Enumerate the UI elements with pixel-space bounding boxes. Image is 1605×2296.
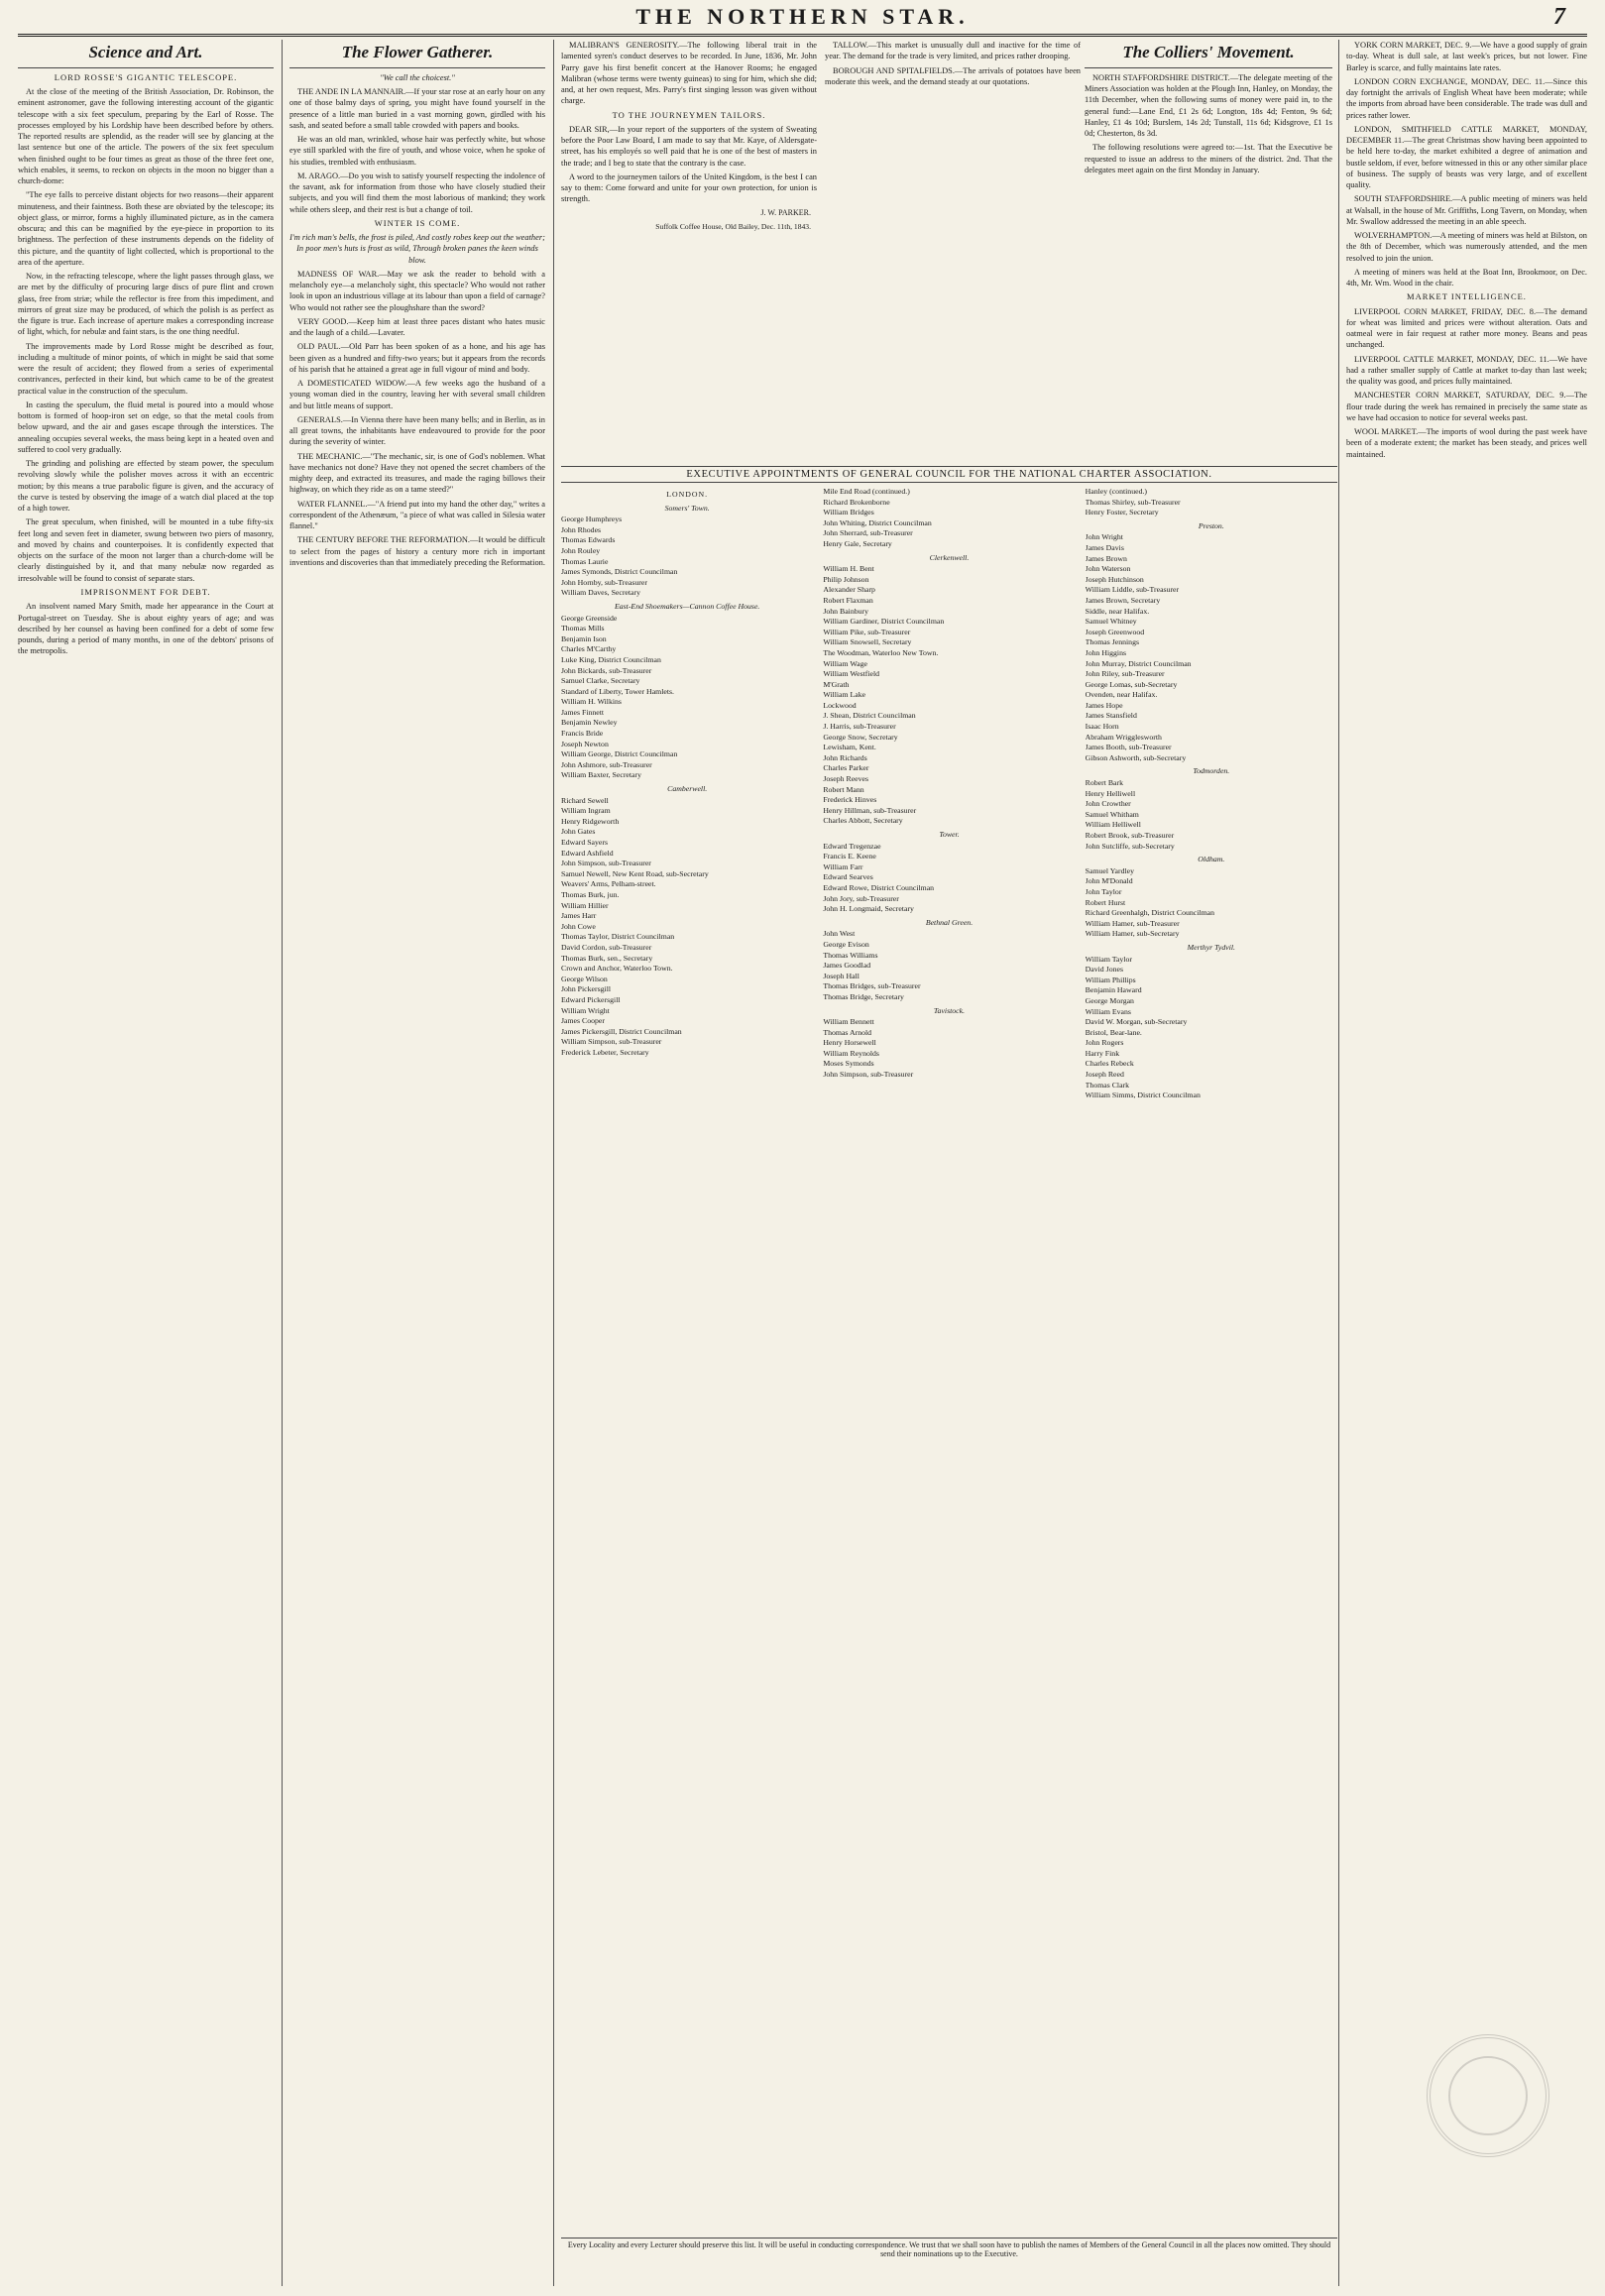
appointment-line: Francis Bride xyxy=(561,729,604,739)
paragraph: The following resolutions were agreed to:—1st. That the Executive be requested to issue an address to the miners of the district. 2nd. That the delegates meet again on the first Monday in January. xyxy=(1085,143,1332,174)
appointment-line: Robert Bark xyxy=(1085,778,1123,788)
paragraph: A word to the journeymen tailors of the United Kingdom, is the best I can say to them: Come forward and unite for your own protection, for union is strength. xyxy=(561,172,817,204)
appointment-line: Thomas Bridge, Secretary xyxy=(823,991,904,1001)
appointment-line: James Finnett xyxy=(561,707,605,717)
appointment-line: William Taylor xyxy=(1085,954,1132,964)
appointment-line: Edward Rowe, District Councilman xyxy=(823,882,935,892)
appointment-line: William Pike, sub-Treasurer xyxy=(823,627,911,636)
appointment-line: Samuel Clarke, Secretary xyxy=(561,676,640,686)
column-science xyxy=(18,40,274,2286)
market-heading: MARKET INTELLIGENCE. xyxy=(1407,291,1527,302)
executive-title: EXECUTIVE APPOINTMENTS OF GENERAL COUNCIL FOR THE NATIONAL CHARTER ASSOCIATION. xyxy=(561,466,1337,483)
appointment-line: George Wilson xyxy=(561,974,608,983)
appointment-line: Thomas Bridges, sub-Treasurer xyxy=(823,981,921,991)
appointment-line: Todmorden. xyxy=(1193,766,1230,776)
appointment-line: Isaac Horn xyxy=(1085,722,1119,732)
appointment-line: William Westfield xyxy=(823,669,880,679)
paragraph: SOUTH STAFFORDSHIRE.—A public meeting of miners was held at Walsall, in the house of Mr. Griffiths, Long Tavern, on Monday, when Mr. Swallow addressed the meeting in an able speech. xyxy=(1346,194,1587,226)
article-title: TO THE JOURNEYMEN TAILORS. xyxy=(612,109,766,120)
column-colliers-top xyxy=(825,40,1081,456)
appointment-line: Charles Rebeck xyxy=(1085,1059,1134,1069)
paragraph: MALIBRAN'S GENEROSITY.—The following liberal trait in the lamented syren's conduct deserves to be recorded. In June, 1836, Mr. John Parry gave his first benefit concert at the Hanover Rooms; he engaged Malibran (whose terms were twenty guineas) to sing for him, which she did; and, at her own request, Mrs. Parry's first singing lesson was given without charge. xyxy=(561,41,817,106)
signature: J. W. PARKER. xyxy=(760,207,811,217)
column-rule xyxy=(553,40,554,2286)
appointment-line: Tower. xyxy=(939,830,960,839)
appointment-line: William Simpson, sub-Treasurer xyxy=(561,1037,662,1047)
appointment-line: Thomas Taylor, District Councilman xyxy=(561,932,675,942)
masthead xyxy=(18,0,1587,37)
executive-list xyxy=(823,487,1075,2232)
appointment-line: David W. Morgan, sub-Secretary xyxy=(1085,1017,1188,1027)
appointment-line: J. Shean, District Councilman xyxy=(823,711,916,721)
page-number: 7 xyxy=(1553,4,1565,30)
paragraph: WOOL MARKET.—The imports of wool during the past week have been of a moderate extent; the market has been steady, and prices well maintained. xyxy=(1346,427,1587,459)
appointment-line: Charles Parker xyxy=(823,763,869,773)
appointment-line: John Richards xyxy=(823,752,867,762)
appointment-line: William Lake xyxy=(823,690,866,700)
appointment-line: The Woodman, Waterloo New Town. xyxy=(823,647,939,657)
paragraph: Now, in the refracting telescope, where the light passes through glass, we are met by the difficulty of procuring large discs of pure flint and crown glass, free from striæ; while the reflector is free from this impediment, and mirrors of great size may be produced, of which the polish is as perfect as the figure is true. Each increase of aperture makes a corresponding increase of light, which, for nebulæ and faint stars, is the one thing needful. xyxy=(18,272,274,337)
appointment-line: James Hope xyxy=(1085,700,1123,710)
appointment-line: Charles M'Carthy xyxy=(561,644,617,654)
appointment-line: Lockwood xyxy=(823,700,857,710)
appointment-line: William Daves, Secretary xyxy=(561,588,641,598)
appointment-line: Benjamin Ison xyxy=(561,633,607,643)
appointment-line: James Harr xyxy=(561,911,597,921)
appointment-line: Robert Mann xyxy=(823,784,864,794)
paragraph: VERY GOOD.—Keep him at least three paces distant who hates music and the laugh of a child.—Lavater. xyxy=(289,316,545,338)
appointment-line: James Cooper xyxy=(561,1016,605,1026)
article-title: LORD ROSSE'S GIGANTIC TELESCOPE. xyxy=(54,71,238,82)
paragraph: LONDON CORN EXCHANGE, MONDAY, DEC. 11.—Since this day fortnight the arrivals of English Wheat have been moderate; while the imports from abroad have been considerable. The trade was dull and prices rather lower. xyxy=(1346,76,1587,120)
paragraph: LONDON, SMITHFIELD CATTLE MARKET, MONDAY, DECEMBER 11.—The great Christmas show having been appointed to be held here to-day, the market exhibited a degree of animation and bustle seldom, if ever, before witnessed in this or any other similar place of business. The supply of beasts was very large, and of excellent quality. xyxy=(1346,124,1587,189)
paragraph: YORK CORN MARKET, DEC. 9.—We have a good supply of grain to-day. Wheat is dull sale, at last week's prices, but not lower. Fine Barley is scarce, and fully maintains late rates. xyxy=(1346,41,1587,72)
appointment-line: William Baxter, Secretary xyxy=(561,770,641,780)
appointment-line: George Evison xyxy=(823,939,869,949)
appointment-line: John Sherrard, sub-Treasurer xyxy=(823,528,913,538)
paragraph: TALLOW.—This market is unusually dull and inactive for the time of year. The demand for the trade is very limited, and prices rather drooping. xyxy=(825,41,1081,61)
appointment-line: William Bridges xyxy=(823,508,874,517)
appointment-line: James Stansfield xyxy=(1085,711,1137,721)
appointment-line: John Ashmore, sub-Treasurer xyxy=(561,759,652,769)
appointment-line: William Simms, District Councilman xyxy=(1085,1091,1201,1100)
appointment-line: Lewisham, Kent. xyxy=(823,743,876,752)
paragraph: GENERALS.—In Vienna there have been many bells; and in Berlin, as in all great towns, the inhabitants have endeavoured to provide for the poor during the severity of winter. xyxy=(289,414,545,447)
section-heading: Science and Art. xyxy=(18,42,274,68)
signature-place: Suffolk Coffee House, Old Bailey, Dec. 11th, 1843. xyxy=(655,222,811,232)
appointment-line: Bethnal Green. xyxy=(925,917,974,927)
appointment-line: Ovenden, near Halifax. xyxy=(1085,690,1158,700)
appointment-line: James Brown xyxy=(1085,553,1127,563)
appointment-line: Edward Ashfield xyxy=(561,848,614,858)
paragraph: A DOMESTICATED WIDOW.—A few weeks ago the husband of a young woman died in the country, leaving her with several small children and but little means of support. xyxy=(289,379,545,410)
executive-appointments xyxy=(561,466,1337,2286)
appointment-line: Thomas Burk, sen., Secretary xyxy=(561,953,653,963)
appointment-line: George Greenside xyxy=(561,613,618,623)
paragraph: M. ARAGO.—Do you wish to satisfy yourself respecting the indolence of the savant, ask for information from those who have closely studied their subjects, and you will find them the most laborious of mankind; they work while others sleep, and their rest is but a change of toil. xyxy=(289,171,545,214)
paragraph: A meeting of miners was held at the Boat Inn, Brookmoor, on Dec. 4th, Mr. Wm. Wood in the chair. xyxy=(1346,267,1587,287)
appointment-line: James Symonds, District Councilman xyxy=(561,567,678,577)
appointment-line: Charles Abbott, Secretary xyxy=(823,816,903,826)
appointment-line: John Simpson, sub-Treasurer xyxy=(823,1070,914,1080)
appointment-line: Bristol, Bear-lane. xyxy=(1085,1027,1142,1037)
appointment-line: Merthyr Tydvil. xyxy=(1187,942,1235,952)
appointment-line: William Farr xyxy=(823,861,863,871)
appointment-line: Siddle, near Halifax. xyxy=(1085,606,1150,616)
appointment-line: William H. Bent xyxy=(823,564,874,574)
appointment-line: George Snow, Secretary xyxy=(823,732,898,742)
appointment-line: Frederick Lebeter, Secretary xyxy=(561,1047,649,1057)
appointment-line: John Crowther xyxy=(1085,799,1131,809)
appointment-line: Samuel Yardley xyxy=(1085,865,1135,875)
appointment-line: J. Harris, sub-Treasurer xyxy=(823,722,896,732)
appointment-line: John Higgins xyxy=(1085,647,1127,657)
column-flower-gatherer xyxy=(289,40,545,2286)
appointment-line: John Sutcliffe, sub-Secretary xyxy=(1085,841,1175,851)
paragraph: THE ANDE IN LA MANNAIR.—If your star rose at an early hour on any one of those balmy days of spring, you might have found yourself in the presence of a little man buried in a vast morning gown, girdled with his sash, and seated before a small table crowded with papers and books. xyxy=(289,87,545,130)
appointment-line: George Lomas, sub-Secretary xyxy=(1085,679,1178,689)
appointment-line: Thomas Mills xyxy=(561,624,605,633)
appointment-line: Henry Helliwell xyxy=(1085,788,1136,798)
appointment-line: Samuel Whitham xyxy=(1085,809,1139,819)
appointment-line: Robert Hurst xyxy=(1085,897,1126,907)
appointment-line: John Simpson, sub-Treasurer xyxy=(561,859,651,868)
appointment-line: James Booth, sub-Treasurer xyxy=(1085,743,1172,752)
appointment-line: Joseph Greenwood xyxy=(1085,627,1145,636)
appointment-line: LONDON. xyxy=(666,490,709,499)
library-stamp xyxy=(1427,2034,1549,2157)
paragraph: An insolvent named Mary Smith, made her appearance in the Court at Portugal-street on Tuesday. She is about eighty years of age; and was described by her counsel as having been confined for a debt of some few pounds, during a period of many months, in one of the debtors' prisons of the metropolis. xyxy=(18,602,274,656)
appointment-line: Joseph Reeves xyxy=(823,774,869,784)
paragraph: WATER FLANNEL.—"A friend put into my hand the other day," writes a correspondent of the Athenæum, "a piece of what was called in Silesia water flannel." xyxy=(289,499,545,531)
appointment-line: Frederick Hinves xyxy=(823,795,877,805)
paragraph: The grinding and polishing are effected by steam power, the speculum revolving slowly while the polisher moves across it with an eccentric motion; by this means a true parabolic figure is given, and the accuracy of the curve is tested by observing the image of a watch dial placed at the top of a high tower. xyxy=(18,459,274,514)
appointment-line: Joseph Hutchinson xyxy=(1085,574,1144,584)
appointment-line: William Hillier xyxy=(561,900,609,910)
appointment-line: Crown and Anchor, Waterloo Town. xyxy=(561,964,673,974)
appointment-line: Robert Flaxman xyxy=(823,595,873,605)
appointment-line: East-End Shoemakers—Cannon Coffee House. xyxy=(614,601,760,611)
appointment-line: Francis E. Keene xyxy=(823,852,876,861)
appointment-line: Tavistock. xyxy=(933,1005,966,1015)
appointment-line: Moses Symonds xyxy=(823,1059,874,1069)
appointment-line: Richard Brokenborne xyxy=(823,497,890,507)
appointment-line: John Hornby, sub-Treasurer xyxy=(561,577,647,587)
appointment-line: Philip Johnson xyxy=(823,574,869,584)
appointment-line: James Davis xyxy=(1085,542,1124,552)
appointment-line: Standard of Liberty, Tower Hamlets. xyxy=(561,686,674,696)
appointment-line: Benjamin Haward xyxy=(1085,985,1142,995)
executive-list xyxy=(561,487,813,2232)
appointment-line: John Whiting, District Councilman xyxy=(823,517,932,527)
column-tailors xyxy=(561,40,817,456)
appointment-line: William Phillips xyxy=(1085,975,1136,984)
paragraph: MADNESS OF WAR.—May we ask the reader to behold with a melancholy eye—a melancholy sight, this spectacle? Who would not rather look in upon an industrious village at its labour than upon a field of carnage? Who would not rather see the ploughshare than the sword? xyxy=(289,269,545,312)
appointment-line: Thomas Laurie xyxy=(561,556,609,566)
appointment-line: George Morgan xyxy=(1085,995,1134,1005)
epigraph: "We call the choicest." xyxy=(380,72,455,82)
appointment-line: Thomas Jennings xyxy=(1085,637,1140,647)
poem-title: WINTER IS COME. xyxy=(374,217,461,228)
appointment-line: John Bickards, sub-Treasurer xyxy=(561,665,652,675)
appointment-line: William H. Wilkins xyxy=(561,697,622,707)
paragraph: THE CENTURY BEFORE THE REFORMATION.—It would be difficult to select from the pages of history a century more rich in important inventions and discoveries than that immediately preceding the Reformation. xyxy=(289,535,545,567)
appointment-line: Richard Greenhalgh, District Councilman xyxy=(1085,908,1215,918)
appointment-line: Richard Sewell xyxy=(561,795,609,805)
appointment-line: Weavers' Arms, Pelham-street. xyxy=(561,879,656,889)
poem-stanza: I'm rich man's bells, the frost is piled, And costly robes keep out the weather; In poor men's huts is frost as wild, Through broken panes the keen winds blow. xyxy=(289,233,545,265)
executive-list xyxy=(1086,487,1337,2232)
appointment-line: Thomas Williams xyxy=(823,950,878,960)
appointment-line: John Murray, District Councilman xyxy=(1085,658,1192,668)
appointment-line: Samuel Newell, New Kent Road, sub-Secretary xyxy=(561,868,709,878)
appointment-line: Henry Hillman, sub-Treasurer xyxy=(823,805,917,815)
appointment-line: John H. Longmaid, Secretary xyxy=(823,904,914,914)
appointment-line: Clerkenwell. xyxy=(929,552,970,562)
appointment-line: James Pickersgill, District Councilman xyxy=(561,1026,682,1036)
paragraph: LIVERPOOL CATTLE MARKET, MONDAY, DEC. 11.—We have had a rather smaller supply of Cattle at market to-day than last week; the quality was good, and prices fully maintained. xyxy=(1346,354,1587,387)
appointment-line: Camberwell. xyxy=(667,784,708,794)
appointment-line: John M'Donald xyxy=(1085,876,1133,886)
appointment-line: Luke King, District Councilman xyxy=(561,654,661,664)
paragraph: NORTH STAFFORDSHIRE DISTRICT.—The delegate meeting of the Miners Association was holden at the Plough Inn, Hanley, on Monday, the 11th December, when the following sums of money were paid in, to the general fund:—Lane End, £1 2s 6d; Longton, 18s 4d; Fenton, 9s 6d; Hanley, £1 4s 10d; Burslem, 14s 2d; Tunstall, 11s 6d; Kidsgrove, £1 1s 0d; Chesterton, 8s 3d. xyxy=(1085,72,1332,139)
columns-area xyxy=(18,40,1587,2286)
appointment-line: Mile End Road (continued.) xyxy=(823,487,910,496)
paragraph: DEAR SIR,—In your report of the supporters of the system of Sweating before the Poor Law Board, I am made to say that Mr. Kaye, of Aldersgate-street, has his employés so well paid that he is one of the best of masters in the trade; and I beg to state that the contrary is the case. xyxy=(561,124,817,168)
paragraph: OLD PAUL.—Old Parr has been spoken of as a hone, and his age has been given as a hundred and fifty-two years; but it appears from the records of his parish that he attained a great age in full vigour of mind and body. xyxy=(289,342,545,374)
appointment-line: Thomas Edwards xyxy=(561,535,616,545)
appointment-line: William Wright xyxy=(561,1005,610,1015)
paragraph: He was an old man, wrinkled, whose hair was perfectly white, but whose eye still sparkled with the fire of youth, and whose voice, when he spoke of his studies, trembled with enthusiasm. xyxy=(289,135,545,167)
appointment-line: William Snowsell, Secretary xyxy=(823,637,912,647)
appointment-line: John Cowe xyxy=(561,921,596,931)
appointment-line: Joseph Hall xyxy=(823,971,860,980)
appointment-line: William Liddle, sub-Treasurer xyxy=(1085,585,1180,595)
appointment-line: William Gardiner, District Councilman xyxy=(823,617,945,627)
appointment-line: William Helliwell xyxy=(1085,820,1141,830)
column-markets xyxy=(1346,40,1587,2286)
appointment-line: Benjamin Newley xyxy=(561,718,618,728)
appointment-line: Gibson Ashworth, sub-Secretary xyxy=(1085,752,1187,762)
appointment-line: George Humphreys xyxy=(561,515,623,524)
paragraph: THE MECHANIC.—"The mechanic, sir, is one of God's noblemen. What have mechanics not done? Have they not opened the secret chambers of the mighty deep, and extracted its treasures, and made the raging billows their highway, on which they ride as on a tame steed?" xyxy=(289,451,545,495)
paragraph: BOROUGH AND SPITALFIELDS.—The arrivals of potatoes have been moderate this week, and the demand steady at our quotations. xyxy=(825,65,1081,86)
appointment-line: John Taylor xyxy=(1085,886,1122,896)
appointment-line: Edward Tregenzae xyxy=(823,841,881,851)
appointment-line: Henry Gale, Secretary xyxy=(823,538,892,548)
newspaper-title: THE NORTHERN STAR. xyxy=(635,4,970,29)
appointment-line: William Bennett xyxy=(823,1017,874,1027)
appointment-line: Henry Horsewell xyxy=(823,1038,876,1048)
appointment-line: John Waterson xyxy=(1085,564,1131,574)
appointment-line: William Hamer, sub-Secretary xyxy=(1085,929,1180,939)
executive-footer: Every Locality and every Lecturer should preserve this list. It will be useful in conducting correspondence. We trust that we shall soon have to publish the names of Members of the General Council in all the places now omitted. They should send their nominations up to the Executive. xyxy=(561,2238,1337,2258)
paragraph: The great speculum, when finished, will be mounted in a tube fifty-six feet long and seven feet in diameter, swung between two piers of masonry, and moved by chains and counterpoises. It is confidently expected that objects on the surface of the moon not larger than a church-dome will be clearly distinguished by it, and that many nebulæ now regarded as irresolvable will be found to consist of separate stars. xyxy=(18,517,274,583)
paragraph: The improvements made by Lord Rosse might be described as four, including a multitude of minor points, of which in might be said that some were the result of accident; they flowed from a series of experimental contrivances, perfected in their kind, but which came to be of the greatest practical value in the construction of the speculum. xyxy=(18,341,274,396)
appointment-line: Thomas Burk, jun. xyxy=(561,889,620,899)
appointment-line: Hanley (continued.) xyxy=(1085,487,1148,496)
appointment-line: Samuel Whitney xyxy=(1085,617,1137,627)
paragraph: "The eye falls to perceive distant objects for two reasons—their apparent minuteness, and their faintness. Both these are obviated by the telescope; its object glass, or mirror, forms a highly illuminated picture, as in the camera obscura; and this can be magnified by the eye-piece in proportion to its brightness. The perfection of these instruments depends on the fidelity of this picture, and the quantity of light collected, which is proportional to the area of the aperture. xyxy=(18,190,274,267)
paragraph: MANCHESTER CORN MARKET, SATURDAY, DEC. 9.—The flour trade during the week has remained in precisely the same state as we have had occasion to notice for several weeks past. xyxy=(1346,391,1587,422)
appointment-line: James Brown, Secretary xyxy=(1085,595,1161,605)
column-rule xyxy=(1338,40,1339,2286)
section-heading: The Flower Gatherer. xyxy=(289,42,545,68)
appointment-line: Preston. xyxy=(1198,520,1224,530)
appointment-line: Edward Searves xyxy=(823,872,873,882)
appointment-line: James Goodlad xyxy=(823,961,871,971)
paragraph: LIVERPOOL CORN MARKET, FRIDAY, DEC. 8.—The demand for wheat was limited and prices were without alteration. Oats and oatmeal were in fair request at rather more money. Beans and peas unchanged. xyxy=(1346,306,1587,350)
appointment-line: John Rhodes xyxy=(561,524,602,534)
appointment-line: M'Grath xyxy=(823,679,850,689)
section-heading: The Colliers' Movement. xyxy=(1085,42,1332,68)
appointment-line: William Wage xyxy=(823,658,867,668)
appointment-line: Henry Ridgeworth xyxy=(561,816,620,826)
appointment-line: Thomas Arnold xyxy=(823,1027,872,1037)
appointment-line: Joseph Newton xyxy=(561,739,609,748)
appointment-line: John Riley, sub-Treasurer xyxy=(1085,669,1165,679)
appointment-line: John Jory, sub-Treasurer xyxy=(823,893,899,903)
column-colliers-heading xyxy=(1085,40,1332,456)
appointment-line: William Reynolds xyxy=(823,1048,879,1058)
appointment-line: Edward Pickersgill xyxy=(561,994,621,1004)
appointment-line: William George, District Councilman xyxy=(561,749,678,759)
appointment-line: John Bainbury xyxy=(823,606,869,616)
appointment-line: John Pickersgill xyxy=(561,984,612,994)
appointment-line: John Rogers xyxy=(1085,1038,1124,1048)
appointment-line: Henry Foster, Secretary xyxy=(1085,508,1159,517)
paragraph: In casting the speculum, the fluid metal is poured into a mould whose bottom is formed of hoop-iron set on edge, so that the metal cools from below upward, and the air and gases escape through the interstices. The annealing occupies several weeks, the mass being kept in a heated oven and suffered to cool very gradually. xyxy=(18,400,274,454)
appointment-line: David Cordon, sub-Treasurer xyxy=(561,942,652,952)
appointment-line: John Gates xyxy=(561,827,596,837)
appointment-line: William Ingram xyxy=(561,806,611,816)
appointment-line: John Wright xyxy=(1085,532,1123,542)
article-title: IMPRISONMENT FOR DEBT. xyxy=(80,586,211,597)
appointment-line: Harry Fink xyxy=(1085,1048,1120,1058)
appointment-line: David Jones xyxy=(1085,965,1123,975)
appointment-line: Edward Sayers xyxy=(561,838,608,847)
appointment-line: Robert Brook, sub-Treasurer xyxy=(1085,831,1175,840)
appointment-line: Alexander Sharp xyxy=(823,585,875,595)
appointment-line: Oldham. xyxy=(1198,855,1225,864)
appointment-line: John Rouley xyxy=(561,545,601,555)
appointment-line: William Evans xyxy=(1085,1006,1131,1016)
executive-lists xyxy=(561,487,1337,2232)
appointment-line: Thomas Clark xyxy=(1085,1080,1130,1090)
appointment-line: John West xyxy=(823,929,856,939)
paragraph: WOLVERHAMPTON.—A meeting of miners was held at Bilston, on the 8th of December, which was numerously attended, and the men resolved to join the union. xyxy=(1346,231,1587,263)
appointment-line: Somers' Town. xyxy=(664,503,710,513)
paragraph: At the close of the meeting of the British Association, Dr. Robinson, the eminent astronomer, gave the following interesting account of the gigantic telescope with a six feet speculum, preparing by the Earl of Rosse. The processes employed by his Lordship have been described before by others. The reported results are splendid, as the reader will see by glancing at the last sentence but one of the article. The powers of the six feet speculum when finished ought to be four times as great as those of the three feet one, which enables, it seems, to reckon on objects in the moon no bigger than a church-dome: xyxy=(18,87,274,186)
appointment-line: Joseph Reed xyxy=(1085,1070,1124,1080)
appointment-line: William Hamer, sub-Treasurer xyxy=(1085,918,1180,928)
appointment-line: Thomas Shirley, sub-Treasurer xyxy=(1085,497,1181,507)
column-rule xyxy=(282,40,283,2286)
appointment-line: Abraham Wrigglesworth xyxy=(1085,732,1162,742)
